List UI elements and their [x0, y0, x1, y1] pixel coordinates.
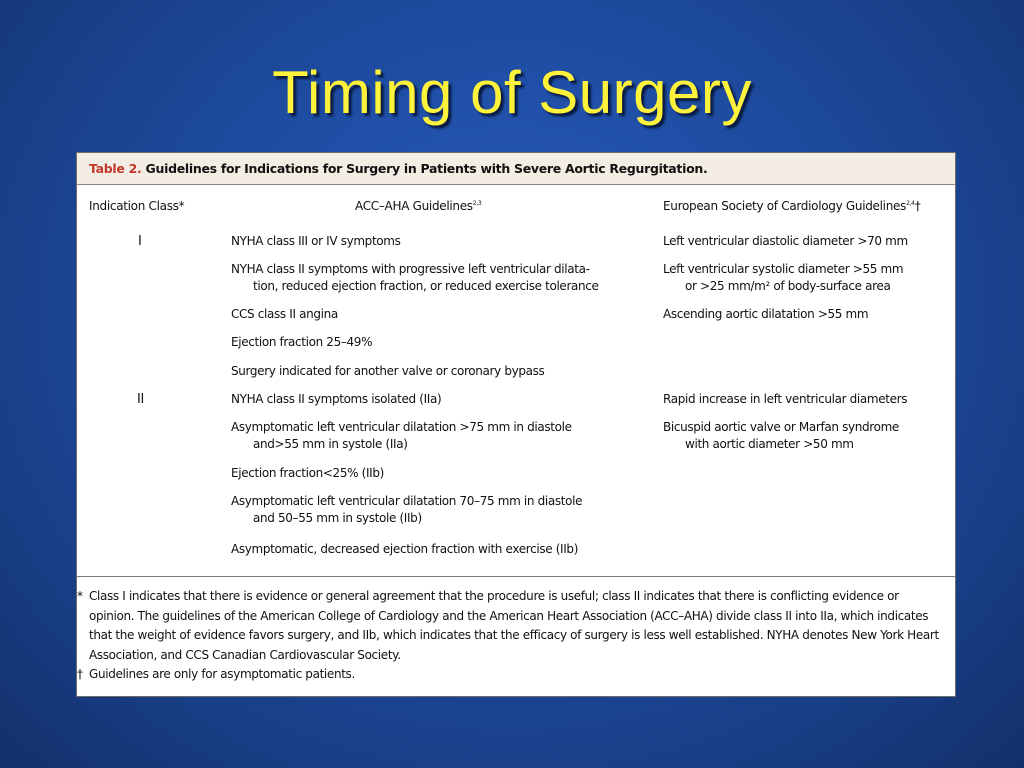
class-label-ii: II	[137, 392, 144, 407]
header-indication-class: Indication Class*	[89, 199, 185, 213]
acc-row-2: NYHA class II symptoms with progressive left ventricular dilata- tion, reduced ejection fraction, or reduced exercise tolerance	[231, 262, 599, 293]
table-number: Table 2.	[89, 161, 142, 176]
esc-row-2: Left ventricular systolic diameter >55 mm or >25 mm/m² of body-surface area	[663, 262, 904, 293]
header-esc-dagger: †	[914, 199, 921, 213]
acc-row-5: Surgery indicated for another valve or coronary bypass	[231, 364, 545, 378]
esc-row-5: Bicuspid aortic valve or Marfan syndrome with aortic diameter >50 mm	[663, 420, 899, 451]
footnote-dagger: † Guidelines are only for asymptomatic patients.	[77, 665, 947, 685]
acc-row-3: CCS class II angina	[231, 307, 338, 321]
header-esc: European Society of Cardiology Guidelines$^{2,4}$†	[663, 199, 921, 213]
header-esc-ref: 2,4	[906, 200, 915, 207]
table-caption	[77, 153, 955, 185]
header-acc-aha-ref: 2,3	[472, 200, 482, 207]
footnote-class: * Class I indicates that there is evidence or general agreement that the procedure is useful; class II indicates that there is conflicting evidence or opinion. The guidelines of the American College of Cardiology and the American Heart Association (ACC–AHA) divide class II into IIa, which indicates that the weight of evidence favors surgery, and IIb, which indicates that the efficacy of surgery is less well established. NYHA denotes New York Heart Association, and CCS Canadian Cardiovascular Society.	[77, 589, 939, 662]
acc-row-4: Ejection fraction 25–49%	[231, 335, 373, 349]
guidelines-table	[76, 152, 956, 697]
footnote-dagger-mark: †	[77, 667, 83, 681]
acc-row-9: Asymptomatic left ventricular dilatation 70–75 mm in diastole and 50–55 mm in systole (IIb)	[231, 494, 583, 525]
acc-row-7: Asymptomatic left ventricular dilatation >75 mm in diastole and>55 mm in systole (IIa)	[231, 420, 572, 451]
table-caption-text: Guidelines for Indications for Surgery in Patients with Severe Aortic Regurgitation.	[145, 161, 708, 176]
acc-row-6: NYHA class II symptoms isolated (IIa)	[231, 392, 442, 406]
acc-row-1: NYHA class III or IV symptoms	[231, 234, 401, 248]
header-acc-aha: ACC–AHA Guidelines$^{2,3}$	[355, 199, 482, 213]
acc-row-8: Ejection fraction<25% (IIb)	[231, 466, 384, 480]
acc-row-10: Asymptomatic, decreased ejection fraction with exercise (IIb)	[231, 542, 579, 556]
footnote-divider	[77, 576, 955, 577]
esc-row-4: Rapid increase in left ventricular diameters	[663, 392, 908, 406]
slide-title: Timing of Surgery	[272, 59, 752, 126]
esc-row-3: Ascending aortic dilatation >55 mm	[663, 307, 869, 321]
table-footnotes	[77, 587, 947, 685]
footnote-star-mark: *	[77, 589, 83, 603]
esc-row-1: Left ventricular diastolic diameter >70 mm	[663, 234, 908, 248]
class-label-i: I	[138, 234, 142, 249]
